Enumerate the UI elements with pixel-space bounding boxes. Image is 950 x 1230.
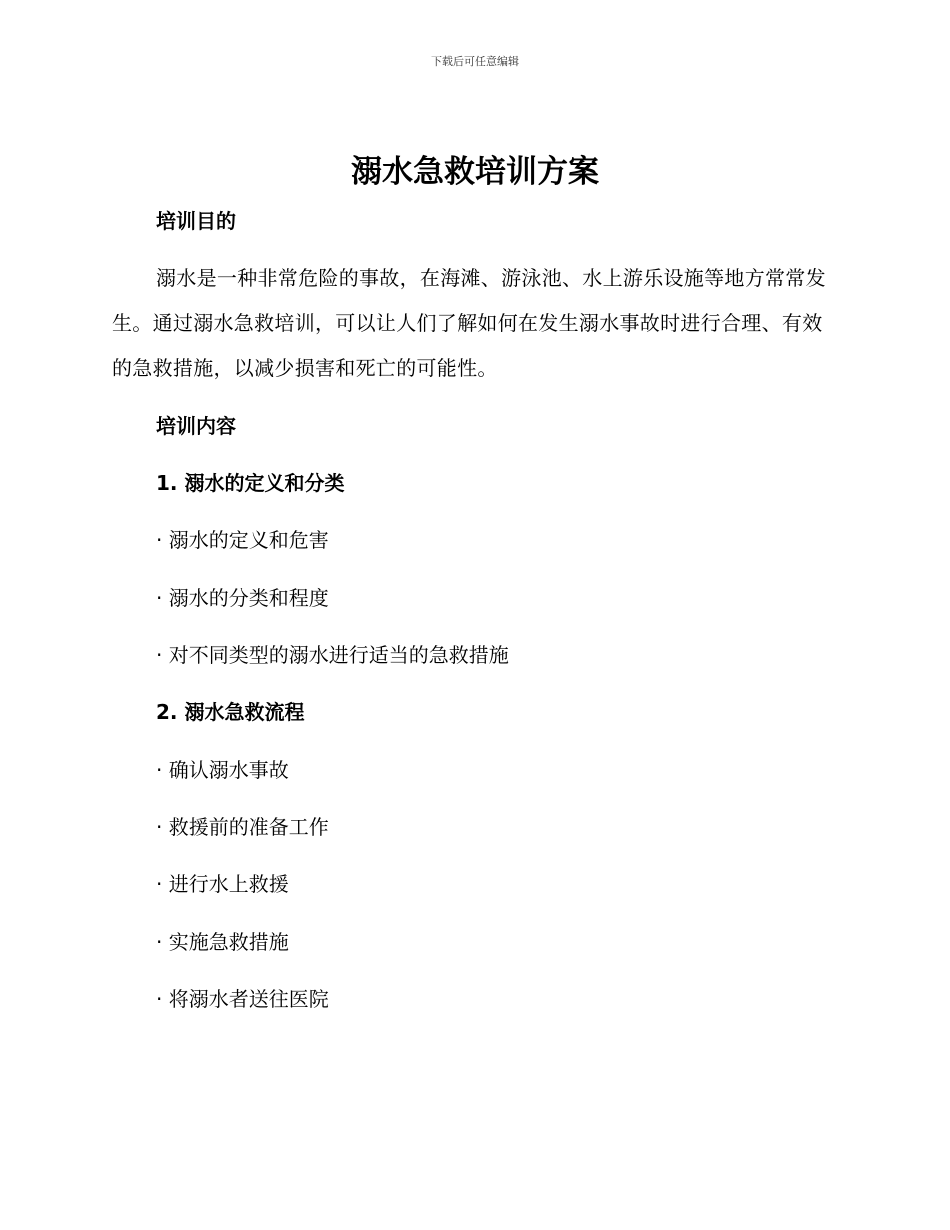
document-title: 溺水急救培训方案 xyxy=(351,154,599,190)
list-item: · 实施急救措施 xyxy=(156,930,289,954)
list-item: · 对不同类型的溺水进行适当的急救措施 xyxy=(156,643,509,667)
section-heading-purpose: 培训目的 xyxy=(156,209,236,233)
purpose-paragraph: 溺水是一种非常危险的事故，在海滩、游泳池、水上游乐设施等地方常常发生。通过溺水急救培训，可以让人们了解如何在发生溺水事故时进行合理、有效的急救措施，以减少损害和死亡的可能性。 xyxy=(112,266,826,380)
list-item: · 确认溺水事故 xyxy=(156,758,289,782)
subsection-heading-procedure: 2. 溺水急救流程 xyxy=(156,700,305,724)
list-item: · 将溺水者送往医院 xyxy=(156,987,329,1011)
header-note: 下载后可任意编辑 xyxy=(431,55,519,68)
list-item: · 进行水上救援 xyxy=(156,872,289,896)
list-item: · 溺水的分类和程度 xyxy=(156,586,329,610)
list-item: · 溺水的定义和危害 xyxy=(156,528,329,552)
subsection-heading-definition: 1. 溺水的定义和分类 xyxy=(156,471,345,495)
list-item: · 救援前的准备工作 xyxy=(156,815,329,839)
section-heading-content: 培训内容 xyxy=(156,414,236,438)
